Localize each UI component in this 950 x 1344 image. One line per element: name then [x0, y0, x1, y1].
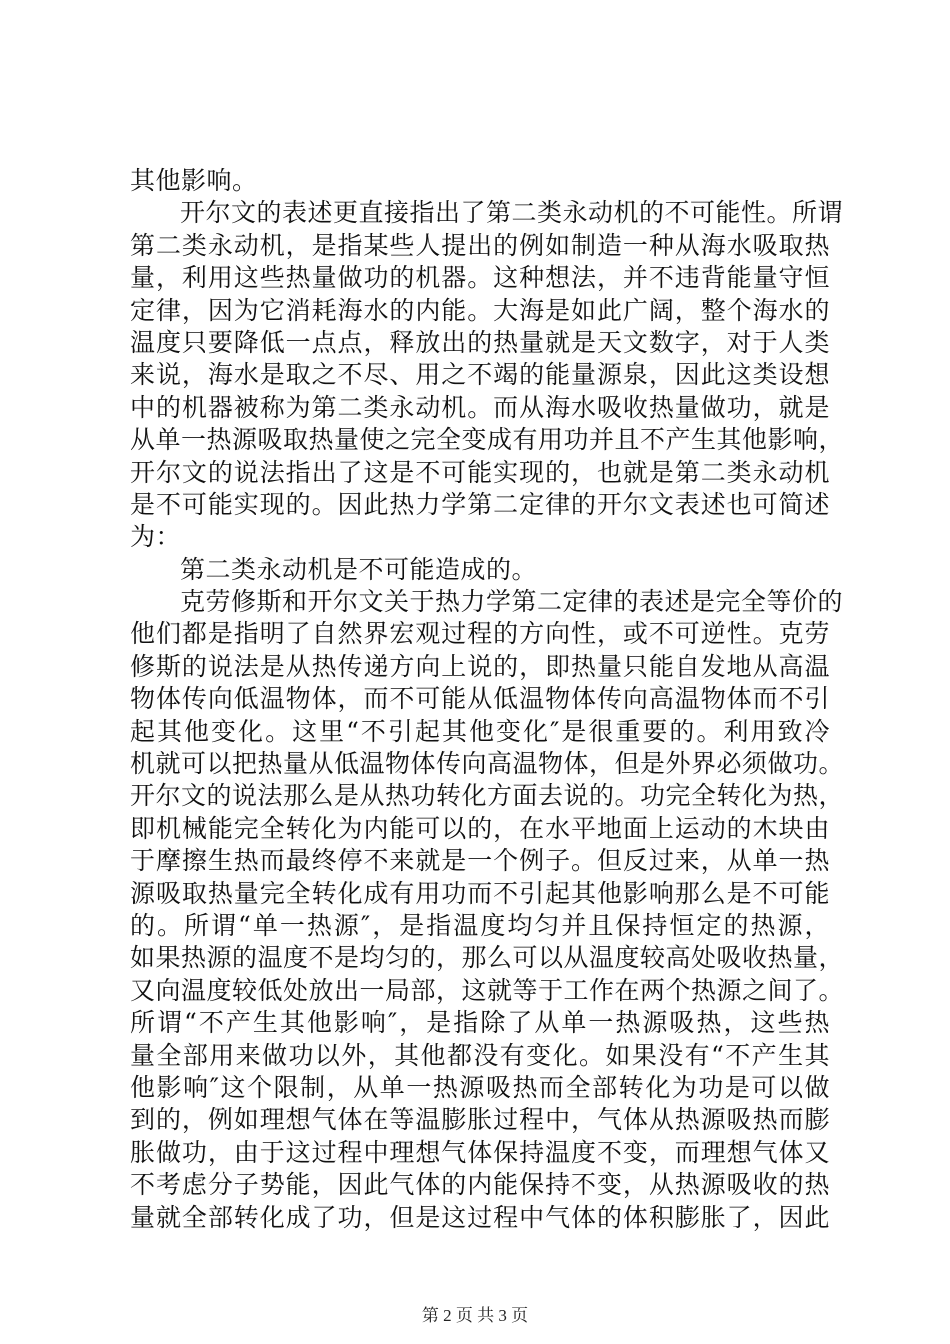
text-line: 中的机器被称为第二类永动机。而从海水吸收热量做功，就是 — [130, 392, 830, 422]
text-line: 到的，例如理想气体在等温膨胀过程中，气体从热源吸热而膨 — [130, 1105, 830, 1135]
text-line: 即机械能完全转化为内能可以的，在水平地面上运动的木块由 — [130, 813, 830, 843]
text-line: 源吸取热量完全转化成有用功而不引起其他影响那么是不可能 — [130, 878, 830, 908]
text-line: 开尔文的说法指出了这是不可能实现的，也就是第二类永动机 — [130, 457, 830, 487]
text-line: 是不可能实现的。因此热力学第二定律的开尔文表述也可简述 — [130, 489, 830, 519]
text-line: 物体传向低温物体，而不可能从低温物体传向高温物体而不引 — [130, 684, 830, 714]
text-line: 量，利用这些热量做功的机器。这种想法，并不违背能量守恒 — [130, 263, 830, 293]
text-line: 定律，因为它消耗海水的内能。大海是如此广阔，整个海水的 — [130, 295, 830, 325]
text-line: 从单一热源吸取热量使之完全变成有用功并且不产生其他影响， — [130, 425, 845, 455]
text-line: 温度只要降低一点点，释放出的热量就是天文数字，对于人类 — [130, 327, 830, 357]
document-body — [130, 165, 845, 1234]
text-line: 他们都是指明了自然界宏观过程的方向性，或不可逆性。克劳 — [130, 619, 830, 649]
text-line: 开尔文的说法那么是从热功转化方面去说的。功完全转化为热， — [130, 781, 845, 811]
text-line: 开尔文的表述更直接指出了第二类永动机的不可能性。所谓 — [180, 198, 844, 228]
text-line: 其他影响。 — [130, 166, 258, 195]
text-line: 量全部用来做功以外，其他都没有变化。如果没有“不产生其 — [130, 1040, 830, 1070]
page-footer: 第 2 页 共 3 页 — [421, 1306, 529, 1325]
text-line: 来说，海水是取之不尽、用之不竭的能量源泉，因此这类设想 — [130, 360, 830, 390]
text-line: 他影响″这个限制，从单一热源吸热而全部转化为功是可以做 — [130, 1072, 830, 1102]
text-line: 不考虑分子势能，因此气体的内能保持不变，从热源吸收的热 — [130, 1170, 830, 1200]
text-line: 量就全部转化成了功，但是这过程中气体的体积膨胀了，因此 — [130, 1202, 830, 1232]
text-line: 所谓“不产生其他影响″，是指除了从单一热源吸热，这些热 — [130, 1008, 830, 1038]
text-line: 胀做功，由于这过程中理想气体保持温度不变，而理想气体又 — [130, 1137, 830, 1167]
text-line: 如果热源的温度不是均匀的，那么可以从温度较高处吸收热量， — [130, 943, 845, 973]
text-line: 为： — [130, 522, 182, 552]
text-line: 起其他变化。这里“不引起其他变化″是很重要的。利用致冷 — [130, 716, 830, 746]
text-line: 机就可以把热量从低温物体传向高温物体，但是外界必须做功。 — [130, 749, 845, 779]
text-line: 于摩擦生热而最终停不来就是一个例子。但反过来，从单一热 — [130, 846, 830, 876]
text-line: 的。所谓“单一热源″，是指温度均匀并且保持恒定的热源， — [130, 910, 830, 940]
text-line: 又向温度较低处放出一局部，这就等于工作在两个热源之间了。 — [130, 975, 845, 1005]
text-line: 第二类永动机，是指某些人提出的例如制造一种从海水吸取热 — [130, 230, 830, 260]
text-line: 第二类永动机是不可能造成的。 — [180, 554, 538, 584]
text-line: 克劳修斯和开尔文关于热力学第二定律的表述是完全等价的 — [180, 587, 844, 617]
text-line: 修斯的说法是从热传递方向上说的，即热量只能自发地从高温 — [130, 651, 830, 681]
